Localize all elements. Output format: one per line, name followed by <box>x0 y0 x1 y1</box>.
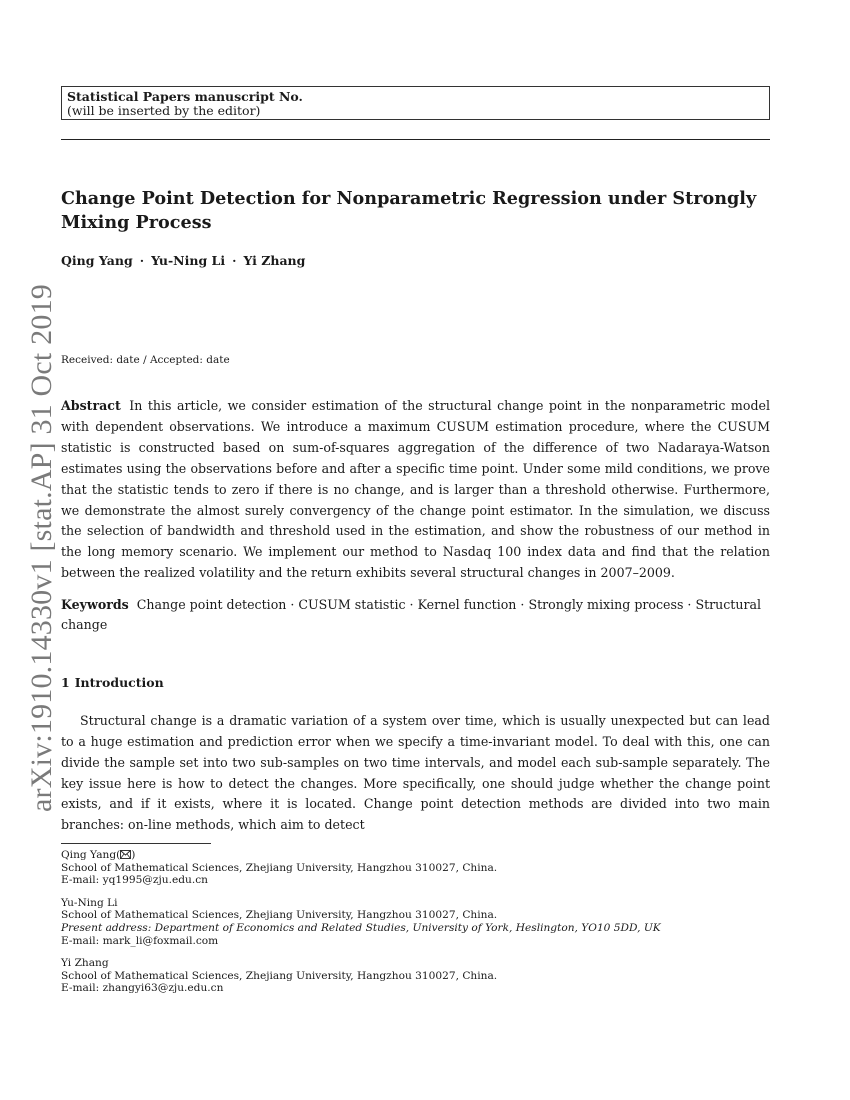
abstract <box>61 396 770 584</box>
author-list <box>61 253 770 268</box>
abstract-label: Abstract <box>61 398 121 413</box>
keyword: Structural change <box>61 597 762 633</box>
keyword-separator: · <box>409 597 414 613</box>
footnote-name-suffix: ) <box>131 848 136 861</box>
author-name: Qing Yang <box>61 253 133 268</box>
footnote-affiliation: School of Mathematical Sciences, Zhejiang University, Hangzhou 310027, China. <box>61 861 498 874</box>
keyword: Change point detection <box>136 597 287 613</box>
footnote-email: E-mail: yq1995@zju.edu.cn <box>61 874 208 887</box>
intro-paragraph: Structural change is a dramatic variation of a system over time, which is usually unexpected but can lead to a huge estimation and prediction error when we specify a time-invariant model. To deal with this, one can divide the sample set into two sub-samples on two time intervals, and model each sub-sample separately. The key issue here is how to detect the changes. More specifically, one should judge whether the change point exists, and if it exists, where it is located. Change point detection methods are divided into two main branches: on-line methods, which aim to detect <box>61 713 770 833</box>
abstract-text: In this article, we consider estimation of the structural change point in the nonparametric model with dependent observations. We introduce a maximum CUSUM estimation procedure, where the CUSUM statistic is constructed based on sum-of-squares aggregation of the difference of two Nadaraya-Watson estimates using the observations before and after a specific time point. Under some mild conditions, we prove that the statistic tends to zero if there is no change, and is larger than a threshold otherwise. Furthermore, we demonstrate the almost surely convergency of the change point estimator. In the simulation, we discuss the selection of bandwidth and threshold used in the estimation, and show the robustness of our method in the long memory scenario. We implement our method to Nasdaq 100 index data and find that the relation between the realized volatility and the return exhibits several structural changes in 2007–2009. <box>61 398 770 581</box>
footnote-name: Qing Yang( <box>61 848 121 861</box>
paper-title: Change Point Detection for Nonparametric Regression under Strongly Mixing Process <box>61 188 757 233</box>
keyword-separator: · <box>290 597 295 613</box>
footnote-author <box>61 957 770 995</box>
header-rule <box>61 139 770 140</box>
keyword: CUSUM statistic <box>298 597 406 613</box>
keywords-label: Keywords <box>61 597 129 613</box>
keyword: Kernel function <box>417 597 517 613</box>
footnote-name-line <box>61 849 770 862</box>
keyword: Strongly mixing process <box>528 597 684 613</box>
keyword-separator: · <box>687 597 692 613</box>
received-line: Received: date / Accepted: date <box>61 354 230 366</box>
section-title: Introduction <box>74 675 164 691</box>
footnote-name: Yu-Ning Li <box>61 896 118 909</box>
footnote-rule <box>61 843 211 844</box>
footnote-author <box>61 897 770 947</box>
journal-header-box <box>61 86 770 120</box>
footnotes <box>61 849 770 995</box>
footnote-affiliation: School of Mathematical Sciences, Zhejiang University, Hangzhou 310027, China. <box>61 969 498 982</box>
author-separator: · <box>139 253 145 268</box>
envelope-icon <box>120 850 131 859</box>
footnote-affiliation: School of Mathematical Sciences, Zhejiang University, Hangzhou 310027, China. <box>61 909 498 922</box>
footnote-present-address: Present address: Department of Economics and Related Studies, University of York, Heslington, YO10 5DD, UK <box>61 921 661 934</box>
arxiv-identifier: arXiv:1910.14330v1 [stat.AP] 31 Oct 2019 <box>25 284 59 812</box>
section-number: 1 <box>61 675 70 691</box>
author-name: Yu-Ning Li <box>151 253 226 268</box>
journal-name: Statistical Papers manuscript No. <box>67 89 303 104</box>
journal-note: (will be inserted by the editor) <box>67 103 261 118</box>
footnote-author <box>61 849 770 887</box>
paper-page <box>61 86 770 1005</box>
keywords <box>61 595 770 635</box>
keyword-separator: · <box>520 597 525 613</box>
author-name: Yi Zhang <box>243 253 306 268</box>
section-heading <box>61 675 770 690</box>
footnote-name: Yi Zhang <box>61 957 109 970</box>
footnote-email: E-mail: mark_li@foxmail.com <box>61 934 219 947</box>
footnote-email: E-mail: zhangyi63@zju.edu.cn <box>61 982 224 995</box>
author-separator: · <box>232 253 237 268</box>
